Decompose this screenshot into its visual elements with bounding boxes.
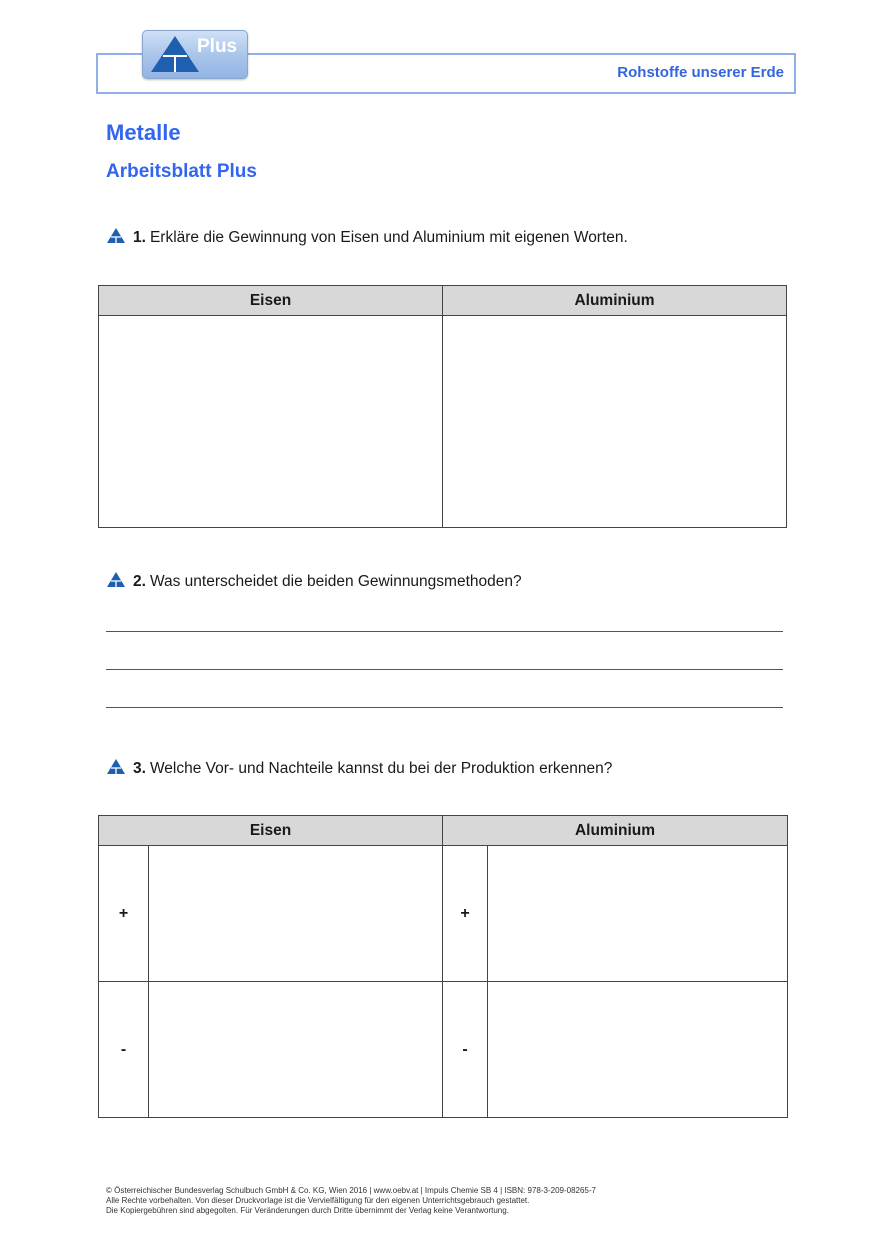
table-pros-cons — [98, 815, 788, 1118]
plus-sign-aluminium: + — [443, 846, 488, 982]
page-subtitle: Arbeitsblatt Plus — [106, 161, 257, 182]
column-header-eisen: Eisen — [99, 286, 443, 316]
plus-sign-eisen: + — [99, 846, 149, 982]
task-number: 3. — [133, 760, 146, 777]
cons-cell-eisen[interactable] — [149, 982, 443, 1118]
minus-sign-eisen: - — [99, 982, 149, 1118]
task-text: Erkläre die Gewinnung von Eisen und Aluminium mit eigenen Worten. — [149, 229, 628, 246]
triangle-icon — [106, 227, 126, 249]
minus-sign-aluminium: - — [443, 982, 488, 1118]
pros-cell-aluminium[interactable] — [488, 846, 788, 982]
column-header-aluminium: Aluminium — [443, 286, 787, 316]
table-extraction — [98, 285, 787, 528]
task-number: 2. — [133, 573, 146, 590]
triangle-icon — [106, 571, 126, 593]
task-text: Welche Vor- und Nachteile kannst du bei der Produktion erkennen? — [149, 760, 613, 777]
answer-line[interactable] — [106, 707, 783, 708]
answer-line[interactable] — [106, 669, 783, 670]
task-1 — [106, 227, 628, 249]
answer-cell-aluminium[interactable] — [443, 316, 787, 528]
footer-copyright: © Österreichischer Bundesverlag Schulbuch GmbH & Co. KG, Wien 2016 | www.oebv.at | Impuls Chemie SB 4 | ISBN: 978-3-209-08265-7 — [106, 1186, 596, 1195]
answer-line[interactable] — [106, 631, 783, 632]
footer-rights: Alle Rechte vorbehalten. Von dieser Druckvorlage ist die Vervielfältigung für den eigenen Unterrichtsgebrauch gestattet. — [106, 1196, 530, 1205]
footer-disclaimer: Die Kopiergebühren sind abgegolten. Für Veränderungen durch Dritte übernimmt der Verlag keine Verantwortung. — [106, 1206, 509, 1215]
logo — [142, 30, 248, 79]
pros-cell-eisen[interactable] — [149, 846, 443, 982]
answer-cell-eisen[interactable] — [99, 316, 443, 528]
logo-text: Plus — [197, 36, 238, 57]
logo-triangle-icon — [147, 34, 203, 74]
column-header-eisen: Eisen — [99, 816, 443, 846]
cons-cell-aluminium[interactable] — [488, 982, 788, 1118]
task-3 — [106, 758, 612, 780]
task-2 — [106, 571, 522, 593]
task-text: Was unterscheidet die beiden Gewinnungsmethoden? — [149, 573, 522, 590]
header-title: Rohstoffe unserer Erde — [617, 64, 784, 81]
triangle-icon — [106, 758, 126, 780]
task-number: 1. — [133, 229, 146, 246]
page-title: Metalle — [106, 120, 181, 145]
footer — [106, 1186, 596, 1216]
column-header-aluminium: Aluminium — [443, 816, 788, 846]
